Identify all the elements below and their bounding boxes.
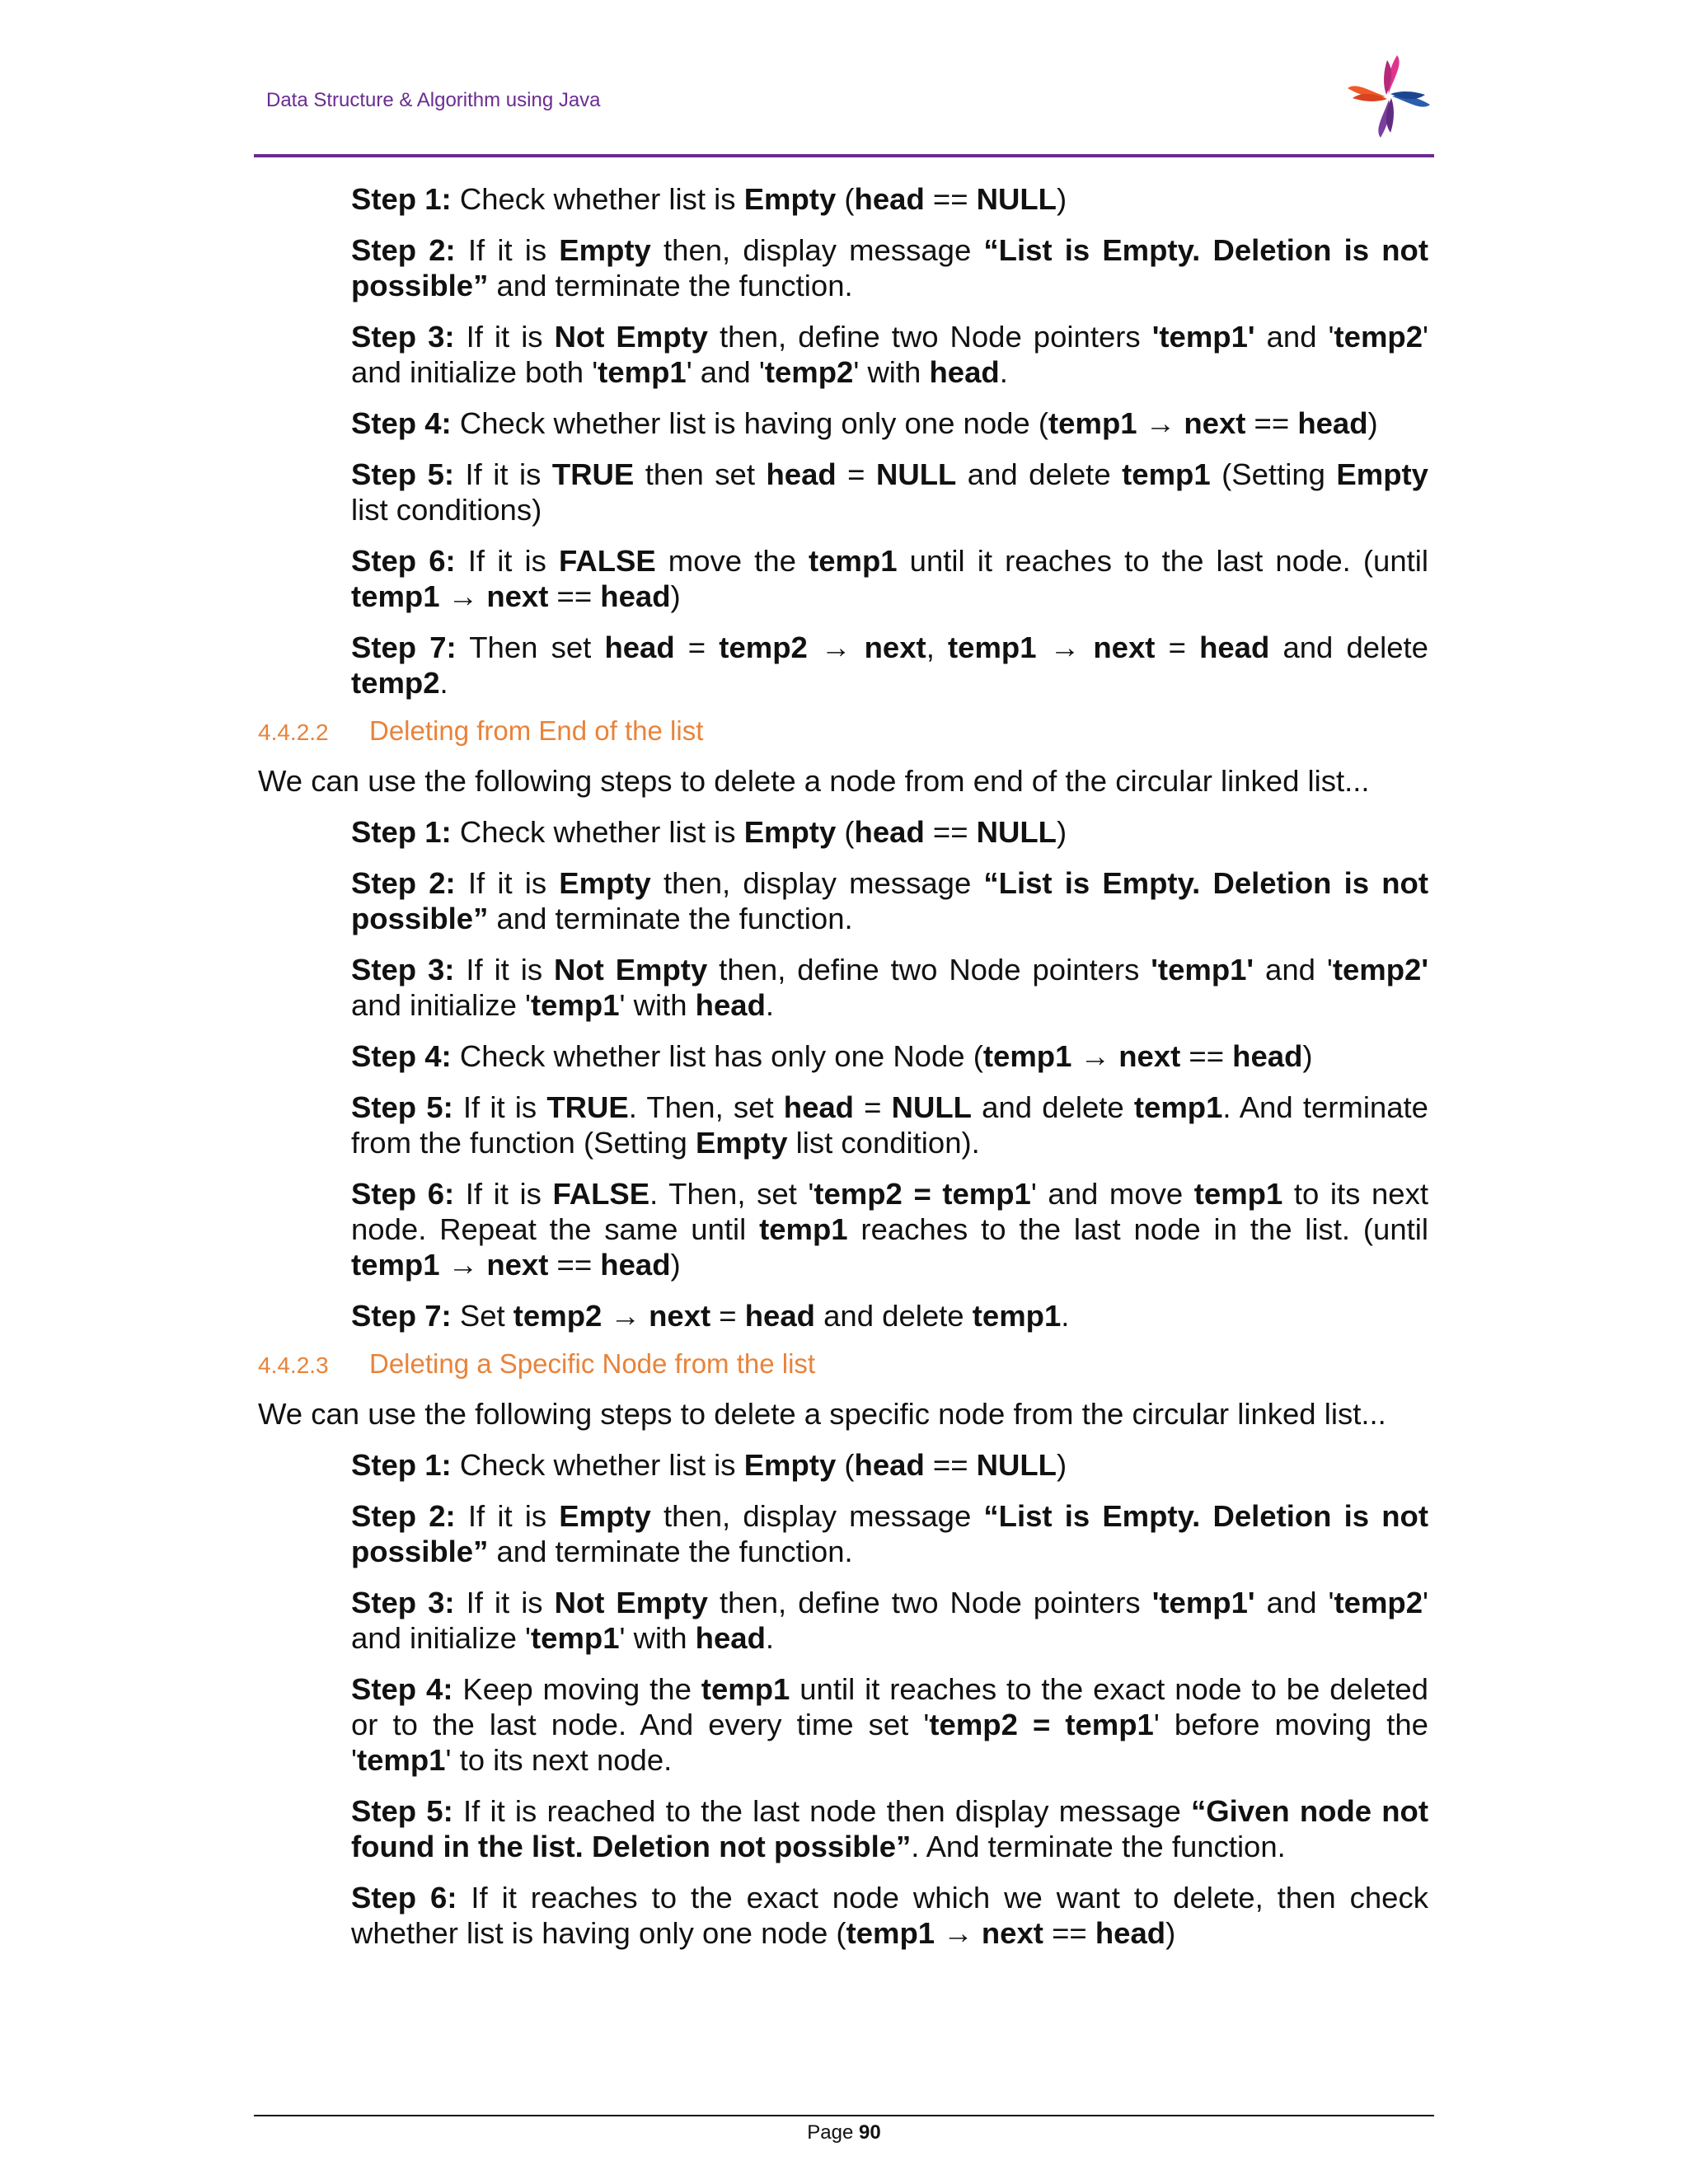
step-item: Step 2: If it is Empty then, display message “List is Empty. Deletion is not possible” and terminate the function. bbox=[351, 866, 1428, 935]
section-b-steps bbox=[258, 814, 1428, 1333]
footer-rule bbox=[254, 2115, 1434, 2116]
step-item: Step 3: If it is Not Empty then, define two Node pointers 'temp1' and 'temp2' and initialize 'temp1' with head. bbox=[351, 1586, 1428, 1655]
header-title: Data Structure & Algorithm using Java bbox=[266, 89, 601, 111]
header-rule bbox=[254, 154, 1434, 157]
step-item: Step 7: Then set head = temp2 → next, temp1 → next = head and delete temp2. bbox=[351, 630, 1428, 700]
step-item: Step 3: If it is Not Empty then, define two Node pointers 'temp1' and 'temp2' and initialize both 'temp1' and 'temp2' with head. bbox=[351, 320, 1428, 389]
step-item: Step 6: If it is FALSE move the temp1 until it reaches to the last node. (until temp1 → next == head) bbox=[351, 544, 1428, 613]
page-number: 90 bbox=[859, 2121, 881, 2144]
step-item: Step 7: Set temp2 → next = head and delete temp1. bbox=[351, 1299, 1070, 1333]
step-item: Step 3: If it is Not Empty then, define two Node pointers 'temp1' and 'temp2' and initialize 'temp1' with head. bbox=[351, 953, 1428, 1022]
step-item: Step 5: If it is TRUE then set head = NULL and delete temp1 (Setting Empty list conditions) bbox=[351, 457, 1428, 527]
step-item: Step 1: Check whether list is Empty (head == NULL) bbox=[351, 1448, 1067, 1482]
step-item: Step 2: If it is Empty then, display message “List is Empty. Deletion is not possible” and terminate the function. bbox=[351, 1499, 1428, 1568]
page-label: Page bbox=[807, 2121, 854, 2144]
step-item: Step 1: Check whether list is Empty (head == NULL) bbox=[351, 182, 1067, 216]
section-intro: We can use the following steps to delete a node from end of the circular linked list... bbox=[258, 764, 1370, 798]
step-item: Step 2: If it is Empty then, display message “List is Empty. Deletion is not possible” and terminate the function. bbox=[351, 233, 1428, 302]
step-item: Step 4: Check whether list has only one Node (temp1 → next == head) bbox=[351, 1039, 1313, 1073]
section-heading-specific bbox=[258, 1347, 1428, 1382]
publisher-logo-icon bbox=[1343, 51, 1434, 142]
section-number: 4.4.2.2 bbox=[258, 719, 329, 745]
section-intro: We can use the following steps to delete a specific node from the circular linked list... bbox=[258, 1397, 1386, 1431]
step-item: Step 6: If it reaches to the exact node which we want to delete, then check whether list is having only one node (temp1 → next == head) bbox=[351, 1881, 1428, 1950]
page-content bbox=[258, 181, 1428, 1966]
section-heading-end bbox=[258, 715, 1428, 749]
section-a-steps bbox=[258, 181, 1428, 701]
step-item: Step 4: Keep moving the temp1 until it reaches to the exact node to be deleted or to the last node. And every time set 'temp2 = temp1' before moving the 'temp1' to its next node. bbox=[351, 1672, 1428, 1777]
section-c-steps bbox=[258, 1447, 1428, 1951]
section-number: 4.4.2.3 bbox=[258, 1352, 329, 1378]
step-item: Step 5: If it is reached to the last node then display message “Given node not found in the list. Deletion not possible”. And terminate the function. bbox=[351, 1794, 1428, 1863]
step-item: Step 6: If it is FALSE. Then, set 'temp2 = temp1' and move temp1 to its next node. Repeat the same until temp1 reaches to the last node in the list. (until temp1 → next == head) bbox=[351, 1177, 1428, 1282]
section-title: Deleting from End of the list bbox=[369, 715, 704, 746]
step-item: Step 5: If it is TRUE. Then, set head = NULL and delete temp1. And terminate from the function (Setting Empty list condition). bbox=[351, 1090, 1428, 1160]
page-footer bbox=[0, 2121, 1688, 2144]
section-title: Deleting a Specific Node from the list bbox=[369, 1348, 816, 1379]
step-item: Step 1: Check whether list is Empty (head == NULL) bbox=[351, 815, 1067, 849]
step-item: Step 4: Check whether list is having only one node (temp1 → next == head) bbox=[351, 406, 1378, 440]
